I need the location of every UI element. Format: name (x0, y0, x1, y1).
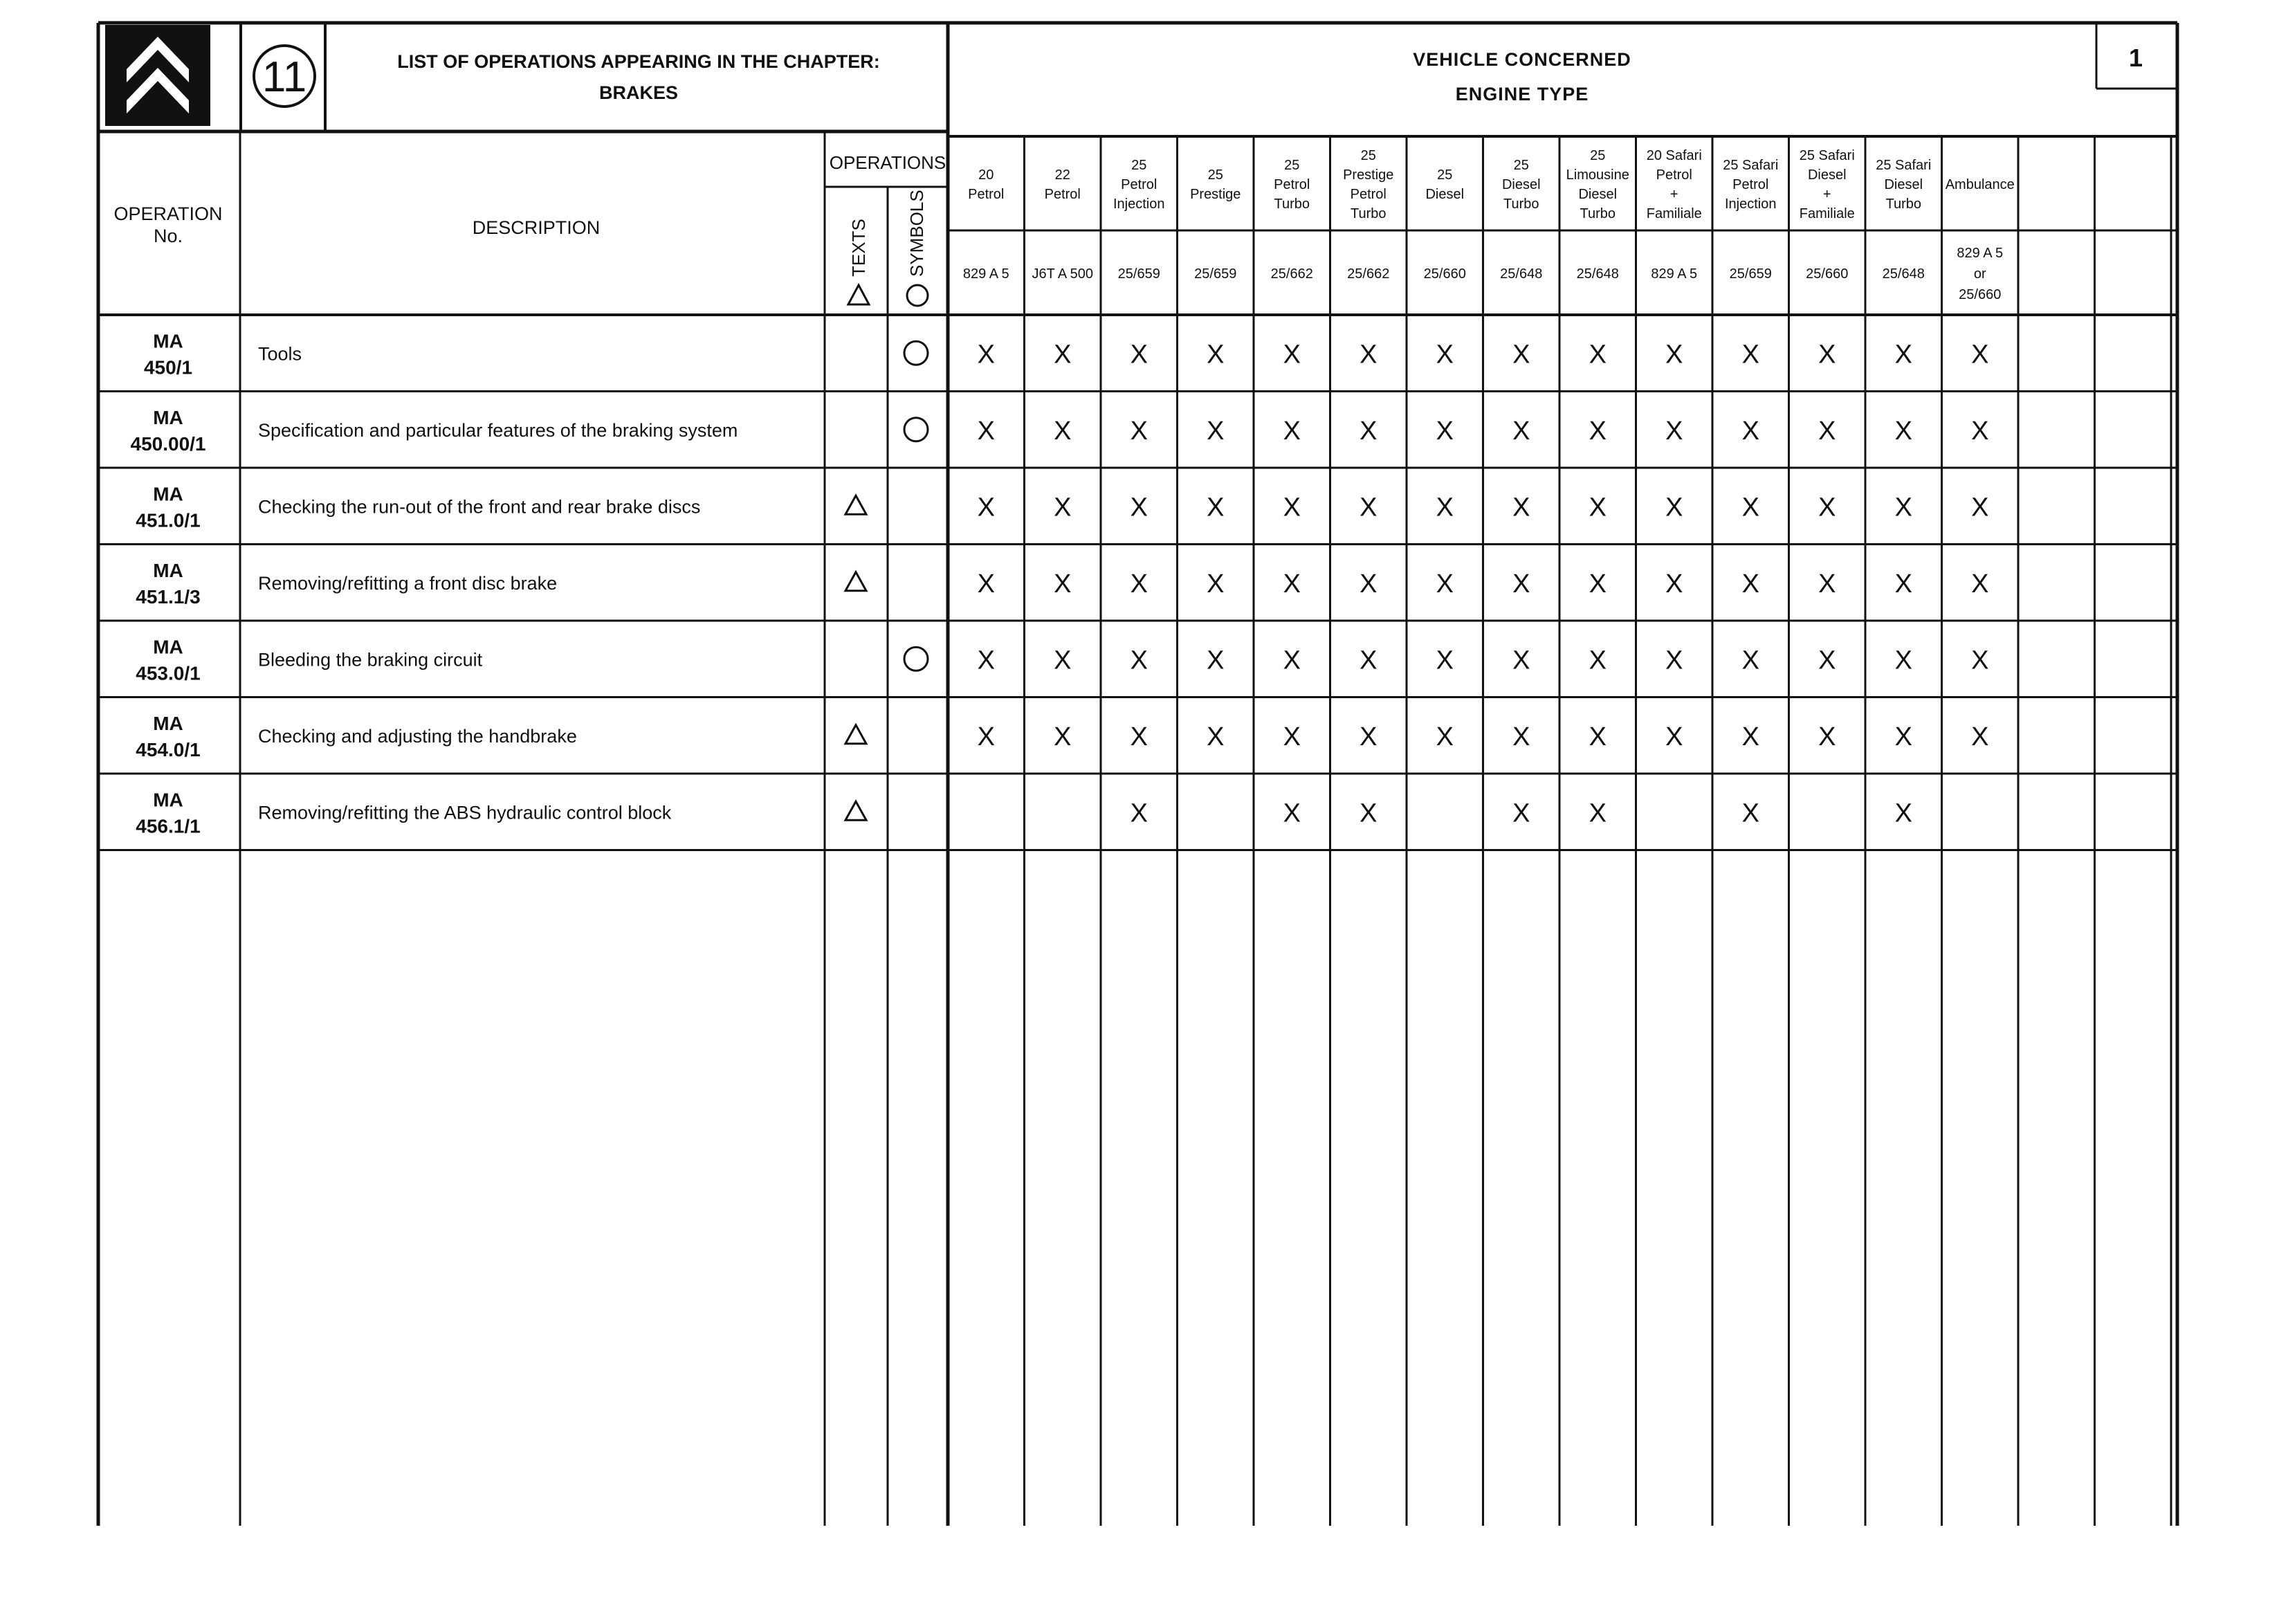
engine-type: 25/659 (1729, 266, 1772, 282)
vehicle-name: Turbo (1350, 206, 1386, 221)
vehicle-name: Injection (1113, 197, 1165, 212)
vehicle-name: Petrol (1350, 187, 1386, 202)
operation-number: 454.0/1 (136, 738, 201, 760)
applies-mark: X (1207, 569, 1225, 599)
operations-rows (131, 330, 1989, 837)
vehicle-name: Familiale (1646, 206, 1702, 221)
vehicle-name: 25 (1131, 158, 1147, 173)
symbols-circle-icon (904, 418, 928, 441)
applies-mark: X (1130, 416, 1148, 446)
symbols-circle-icon (907, 285, 928, 306)
engine-type: 25/660 (1423, 266, 1466, 282)
engine-type: 25/648 (1576, 266, 1619, 282)
applies-mark: X (1894, 416, 1912, 446)
applies-mark: X (1054, 569, 1072, 599)
applies-mark: X (1054, 722, 1072, 751)
applies-mark: X (1512, 646, 1530, 675)
applies-mark: X (1054, 493, 1072, 522)
vehicle-column-header (1343, 148, 1393, 282)
operation-number: 456.1/1 (136, 815, 201, 837)
applies-mark: X (1436, 340, 1454, 369)
operation-code: MA (153, 483, 183, 505)
applies-mark: X (1512, 799, 1530, 828)
vehicle-name: Limousine (1566, 167, 1629, 183)
vehicle-name: Prestige (1343, 167, 1394, 183)
applies-mark: X (1894, 340, 1912, 369)
applies-mark: X (1360, 340, 1378, 369)
vehicle-name: + (1822, 187, 1831, 202)
applies-mark: X (1741, 722, 1759, 751)
table-row (136, 636, 1988, 684)
operation-code: MA (153, 330, 183, 352)
vehicle-name: Turbo (1503, 197, 1539, 212)
symbols-header: SYMBOLS (906, 190, 927, 277)
vehicle-name: Petrol (1656, 167, 1692, 183)
applies-mark: X (1741, 493, 1759, 522)
vehicle-name: 25 Safari (1876, 158, 1932, 173)
applies-mark: X (1971, 569, 1989, 599)
vehicle-name: Petrol (1044, 187, 1081, 202)
operation-description: Removing/refitting the ABS hydraulic control block (258, 802, 672, 823)
engine-type: 25/660 (1959, 287, 2002, 302)
applies-mark: X (1283, 646, 1301, 675)
operation-code: MA (153, 406, 183, 428)
operation-code: MA (153, 712, 183, 734)
engine-type: 25/662 (1347, 266, 1390, 282)
applies-mark: X (1512, 722, 1530, 751)
operations-header: OPERATIONS (829, 152, 946, 173)
vehicle-name: 25 Safari (1799, 148, 1855, 163)
vehicle-name: 22 (1054, 167, 1070, 183)
applies-mark: X (1741, 799, 1759, 828)
applies-mark: X (1665, 722, 1683, 751)
applies-mark: X (1665, 493, 1683, 522)
vehicle-column-header (1800, 148, 1855, 282)
operation-description: Removing/refitting a front disc brake (258, 572, 558, 594)
applies-mark: X (1130, 569, 1148, 599)
engine-type: 25/648 (1500, 266, 1543, 282)
engine-type: J6T A 500 (1032, 266, 1094, 282)
applies-mark: X (977, 340, 995, 369)
applies-mark: X (1283, 722, 1301, 751)
operation-code: MA (153, 559, 183, 581)
applies-mark: X (1741, 646, 1759, 675)
applies-mark: X (1741, 416, 1759, 446)
vehicle-name: Ambulance (1945, 177, 2015, 192)
applies-mark: X (1436, 416, 1454, 446)
applies-mark: X (1741, 569, 1759, 599)
engine-type: or (1973, 266, 1986, 282)
vehicle-name: Diesel (1425, 187, 1465, 202)
applies-mark: X (1283, 493, 1301, 522)
texts-header: TEXTS (848, 219, 869, 277)
table-row (136, 483, 1988, 531)
applies-mark: X (1207, 646, 1225, 675)
applies-mark: X (1283, 569, 1301, 599)
vehicle-name: Prestige (1190, 187, 1241, 202)
vehicle-column-header (1876, 158, 1931, 282)
applies-mark: X (1512, 416, 1530, 446)
applies-mark: X (1818, 569, 1836, 599)
applies-mark: X (1589, 416, 1607, 446)
vehicle-name: Petrol (968, 187, 1005, 202)
applies-mark: X (1589, 493, 1607, 522)
applies-mark: X (1207, 416, 1225, 446)
vehicle-column-header (1566, 148, 1629, 282)
operation-number: 450.00/1 (130, 432, 206, 455)
applies-mark: X (1360, 799, 1378, 828)
citroen-chevrons-icon (105, 25, 210, 126)
applies-mark: X (1589, 569, 1607, 599)
applies-mark: X (977, 722, 995, 751)
applies-mark: X (1512, 340, 1530, 369)
operation-number: 451.0/1 (136, 509, 201, 531)
applies-mark: X (1207, 493, 1225, 522)
operation-number: 453.0/1 (136, 662, 201, 684)
applies-mark: X (1283, 340, 1301, 369)
symbols-circle-icon (904, 341, 928, 365)
operation-no-header-line1: OPERATION (113, 203, 223, 224)
table-row (136, 713, 1988, 760)
operation-description: Bleeding the braking circuit (258, 649, 483, 670)
applies-mark: X (1207, 340, 1225, 369)
applies-mark: X (1360, 493, 1378, 522)
applies-mark: X (1894, 569, 1912, 599)
operation-number: 450/1 (143, 356, 193, 378)
page-number: 1 (2128, 44, 2143, 72)
vehicle-column-header (1946, 177, 2015, 302)
applies-mark: X (1589, 340, 1607, 369)
vehicle-name: Diesel (1807, 167, 1847, 183)
vehicle-column-header (1113, 158, 1165, 282)
applies-mark: X (977, 416, 995, 446)
applies-mark: X (1130, 722, 1148, 751)
engine-type-title: ENGINE TYPE (1455, 84, 1589, 104)
vehicle-concerned-title: VEHICLE CONCERNED (1413, 49, 1631, 70)
vehicle-name: + (1669, 187, 1678, 202)
applies-mark: X (1436, 493, 1454, 522)
texts-triangle-icon (845, 572, 866, 591)
description-header: DESCRIPTION (472, 217, 601, 238)
table-row (136, 560, 1988, 608)
applies-mark: X (1665, 569, 1683, 599)
vehicle-name: Petrol (1274, 177, 1310, 192)
applies-mark: X (1894, 493, 1912, 522)
applies-mark: X (1130, 340, 1148, 369)
applies-mark: X (977, 493, 995, 522)
applies-mark: X (977, 646, 995, 675)
vehicle-column-header (1190, 167, 1241, 282)
applies-mark: X (1512, 569, 1530, 599)
vehicle-name: Diesel (1884, 177, 1923, 192)
applies-mark: X (977, 569, 995, 599)
applies-mark: X (1360, 646, 1378, 675)
vehicle-name: 25 (1437, 167, 1453, 183)
operation-code: MA (153, 789, 183, 811)
applies-mark: X (1436, 722, 1454, 751)
vehicle-column-header (1424, 167, 1466, 282)
applies-mark: X (1818, 416, 1836, 446)
vehicle-column-header (1271, 158, 1313, 282)
applies-mark: X (1207, 722, 1225, 751)
applies-mark: X (1360, 722, 1378, 751)
vehicle-name: 25 (1590, 148, 1606, 163)
applies-mark: X (1665, 340, 1683, 369)
vehicle-column-header (1500, 158, 1542, 282)
applies-mark: X (1360, 569, 1378, 599)
engine-type: 25/659 (1117, 266, 1160, 282)
operation-description: Checking the run-out of the front and rear brake discs (258, 496, 701, 518)
applies-mark: X (1054, 340, 1072, 369)
applies-mark: X (1665, 646, 1683, 675)
texts-triangle-icon (845, 801, 866, 820)
engine-type: 25/648 (1882, 266, 1925, 282)
vehicle-name: Familiale (1799, 206, 1855, 221)
applies-mark: X (1741, 340, 1759, 369)
applies-mark: X (1512, 493, 1530, 522)
vehicle-name: 20 (978, 167, 994, 183)
engine-type: 829 A 5 (962, 266, 1009, 282)
table-frame (98, 23, 2177, 1526)
applies-mark: X (1360, 416, 1378, 446)
engine-type: 25/662 (1270, 266, 1313, 282)
applies-mark: X (1665, 416, 1683, 446)
vehicle-name: 25 Safari (1723, 158, 1779, 173)
texts-triangle-icon (845, 495, 866, 514)
chapter-number-badge (254, 46, 315, 107)
vehicle-headers (963, 148, 2015, 302)
table-row (131, 407, 1989, 455)
vehicle-name: Diesel (1501, 177, 1541, 192)
applies-mark: X (1054, 646, 1072, 675)
vehicle-column-header (963, 167, 1009, 282)
applies-mark: X (1818, 646, 1836, 675)
applies-mark: X (1894, 722, 1912, 751)
engine-type: 25/659 (1194, 266, 1237, 282)
operation-description: Checking and adjusting the handbrake (258, 725, 577, 747)
applies-mark: X (1130, 799, 1148, 828)
engine-type: 829 A 5 (1957, 246, 2004, 261)
applies-mark: X (1894, 646, 1912, 675)
applies-mark: X (1818, 493, 1836, 522)
vehicle-column-header (1723, 158, 1778, 282)
applies-mark: X (1818, 722, 1836, 751)
applies-mark: X (1971, 722, 1989, 751)
vehicle-name: Petrol (1732, 177, 1769, 192)
applies-mark: X (1971, 646, 1989, 675)
chapter-number: 11 (262, 53, 307, 101)
vehicle-name: 25 (1284, 158, 1300, 173)
vehicle-column-header (1032, 167, 1093, 282)
applies-mark: X (1054, 416, 1072, 446)
applies-mark: X (1283, 416, 1301, 446)
applies-mark: X (1894, 799, 1912, 828)
vehicle-name: Injection (1725, 197, 1777, 212)
vehicle-name: Turbo (1580, 206, 1616, 221)
applies-mark: X (1436, 646, 1454, 675)
symbols-circle-icon (904, 647, 928, 670)
applies-mark: X (1283, 799, 1301, 828)
applies-mark: X (1436, 569, 1454, 599)
applies-mark: X (1589, 646, 1607, 675)
applies-mark: X (1818, 340, 1836, 369)
vehicle-name: Diesel (1578, 187, 1618, 202)
chapter-name: BRAKES (598, 82, 679, 103)
operation-number: 451.1/3 (136, 585, 201, 608)
applies-mark: X (1589, 722, 1607, 751)
texts-triangle-icon (848, 285, 869, 304)
list-title: LIST OF OPERATIONS APPEARING IN THE CHAPTER: (397, 51, 880, 72)
applies-mark: X (1971, 493, 1989, 522)
applies-mark: X (1130, 646, 1148, 675)
applies-mark: X (1971, 340, 1989, 369)
vehicle-name: 25 (1360, 148, 1376, 163)
operation-no-header-line2: No. (153, 226, 183, 246)
vehicle-column-header (1647, 148, 1702, 282)
operation-code: MA (153, 636, 183, 658)
vehicle-name: 20 Safari (1646, 148, 1702, 163)
vehicle-name: Turbo (1885, 197, 1922, 212)
vehicle-name: Petrol (1121, 177, 1157, 192)
operation-description: Specification and particular features of the braking system (258, 419, 738, 441)
applies-mark: X (1130, 493, 1148, 522)
vehicle-name: 25 (1513, 158, 1529, 173)
operation-description: Tools (258, 343, 302, 365)
applies-mark: X (1589, 799, 1607, 828)
applies-mark: X (1971, 416, 1989, 446)
vehicle-name: 25 (1207, 167, 1223, 183)
engine-type: 25/660 (1806, 266, 1849, 282)
texts-triangle-icon (845, 725, 866, 744)
vehicle-name: Turbo (1274, 197, 1310, 212)
engine-type: 829 A 5 (1651, 266, 1698, 282)
